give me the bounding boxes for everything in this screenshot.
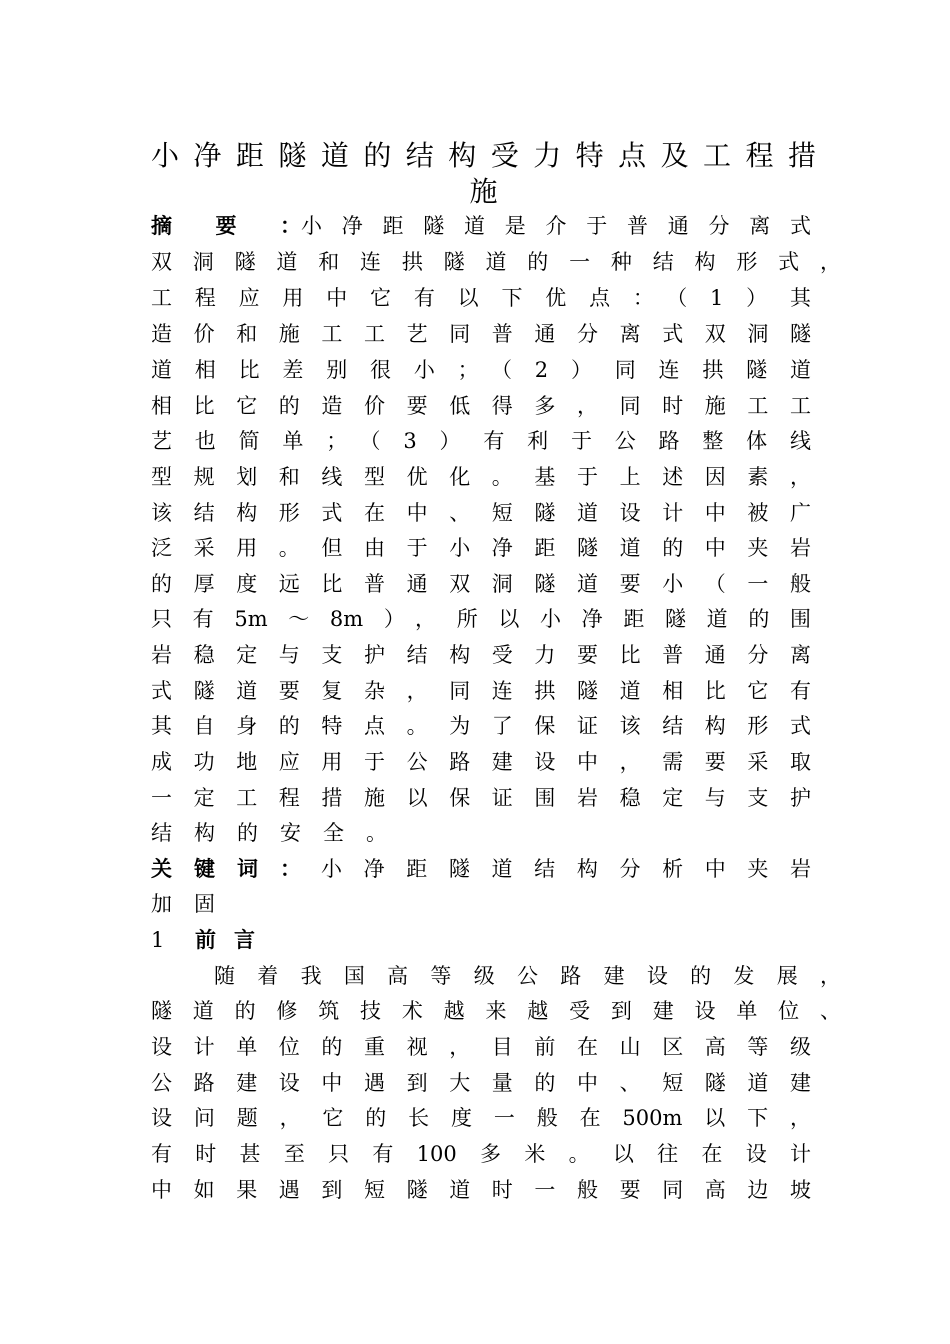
section-line-2: 设计单位的重视，目前在山区高等级 (151, 1035, 811, 1059)
abstract-label: 摘要： (151, 213, 301, 238)
abstract-line-8: 该结构形式在中、短隧道设计中被广 (151, 501, 811, 525)
section-line-4: 设问题，它的长度一般在500m以下， (151, 1106, 811, 1130)
abstract-line-2: 工程应用中它有以下优点：（1）其 (151, 286, 811, 310)
section-line-1: 隧道的修筑技术越来越受到建设单位、 (151, 999, 841, 1023)
document-title-line-2: 施 (469, 175, 498, 208)
section-line-0: 随着我国高等级公路建设的发展， (214, 964, 841, 988)
section-line-5: 有时甚至只有100多米。以往在设计 (151, 1142, 811, 1166)
section-line-3: 公路建设中遇到大量的中、短隧道建 (151, 1071, 811, 1095)
keywords-values: 小净距隧道结构分析中夹岩 (321, 857, 811, 881)
section-heading (151, 924, 273, 956)
abstract-line-0: 小净距隧道是介于普通分离式 (301, 214, 811, 238)
abstract-line-3: 造价和施工工艺同普通分离式双洞隧 (151, 322, 811, 346)
keywords-line (151, 853, 811, 885)
abstract-line-9: 泛采用。但由于小净距隧道的中夹岩 (151, 536, 811, 560)
abstract-line-5: 相比它的造价要低得多，同时施工工 (151, 394, 811, 418)
keywords-line-2: 加固 (151, 892, 237, 916)
abstract-line-7: 型规划和线型优化。基于上述因素， (151, 465, 811, 489)
abstract-line-10: 的厚度远比普通双洞隧道要小（一般 (151, 572, 811, 596)
document-title-line-1: 小净距隧道的结构受力特点及工程措 (151, 139, 816, 172)
abstract-first-line (151, 210, 811, 242)
abstract-line-13: 式隧道要复杂，同连拱隧道相比它有 (151, 679, 811, 703)
abstract-line-11: 只有5m～8m），所以小净距隧道的围 (151, 607, 811, 631)
abstract-line-17: 结构的安全。 (151, 821, 409, 845)
abstract-line-6: 艺也简单；（3）有利于公路整体线 (151, 429, 811, 453)
abstract-line-16: 一定工程措施以保证围岩稳定与支护 (151, 786, 811, 810)
abstract-line-15: 成功地应用于公路建设中，需要采取 (151, 750, 811, 774)
abstract-line-12: 岩稳定与支护结构受力要比普通分离 (151, 643, 811, 667)
abstract-line-14: 其自身的特点。为了保证该结构形式 (151, 714, 811, 738)
abstract-line-4: 道相比差别很小；（2）同连拱隧道 (151, 358, 811, 382)
keywords-label: 关键词： (151, 856, 301, 881)
section-line-6: 中如果遇到短隧道时一般要同高边坡 (151, 1178, 811, 1202)
section-number: 1 (151, 928, 165, 952)
abstract-line-1: 双洞隧道和连拱隧道的一种结构形式， (151, 250, 841, 274)
section-title: 前言 (195, 927, 273, 952)
